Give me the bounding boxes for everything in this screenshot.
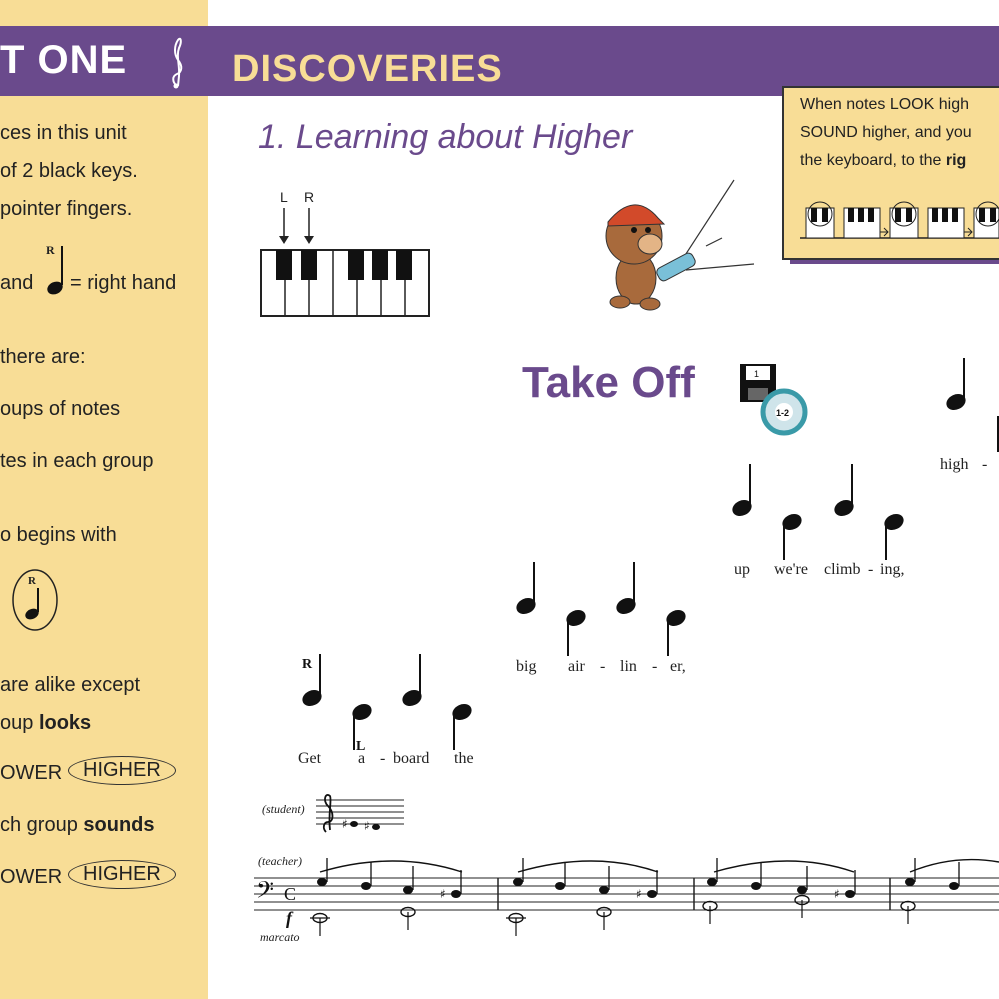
lyric: - <box>600 658 606 675</box>
note-box-line: the keyboard, to the rig <box>800 152 967 169</box>
lyric: ing, <box>880 561 905 578</box>
lyric: - <box>652 658 658 675</box>
lyric: board <box>393 750 430 767</box>
svg-text:L: L <box>280 189 288 205</box>
lyric: lin <box>620 658 637 675</box>
svg-text:R: R <box>304 189 315 205</box>
circled-note-icon <box>10 568 60 632</box>
higher-option-circled: HIGHER <box>68 756 176 785</box>
unit-title: T ONE <box>0 38 128 82</box>
bass-clef-icon: 𝄢 <box>256 876 275 909</box>
svg-text:♯: ♯ <box>636 887 642 901</box>
discoveries-title: DISCOVERIES <box>232 48 503 90</box>
note-box-line: SOUND higher, and you <box>800 124 972 141</box>
student-label: (student) <box>262 802 305 816</box>
sidebar-line: tes in each group <box>0 450 154 472</box>
svg-text:♯: ♯ <box>834 887 840 901</box>
sidebar-line: oup looks <box>0 712 92 734</box>
lyric: - <box>380 750 386 767</box>
treble-clef-icon <box>166 32 188 90</box>
sidebar-line: of 2 black keys. <box>0 160 138 182</box>
lyric: - <box>868 561 874 578</box>
student-staff <box>316 790 406 836</box>
mini-keyboard-strip <box>800 200 999 246</box>
svg-text:1: 1 <box>754 369 760 379</box>
teacher-label: (teacher) <box>258 854 302 868</box>
note-box-line: When notes LOOK high <box>800 96 969 113</box>
r-mark: R <box>46 243 55 257</box>
melody-notes <box>280 350 999 770</box>
sidebar-line: oups of notes <box>0 398 121 420</box>
dynamic-marking: f <box>286 908 292 928</box>
sidebar-line: = right hand <box>70 272 177 294</box>
svg-text:♯: ♯ <box>342 817 348 831</box>
sidebar-line: are alike except <box>0 674 141 696</box>
lower-option: OWER <box>0 866 63 888</box>
svg-text:C: C <box>284 884 297 904</box>
right-hand-note-icon <box>42 240 72 300</box>
lyric: big <box>516 658 537 675</box>
lyric: Get <box>298 750 322 767</box>
teacher-staff <box>254 848 999 940</box>
sidebar-line: ces in this unit <box>0 122 127 144</box>
svg-text:♯: ♯ <box>440 887 446 901</box>
svg-text:♯: ♯ <box>364 819 370 833</box>
higher-option-circled: HIGHER <box>68 860 176 889</box>
lower-option: OWER <box>0 762 63 784</box>
lyric: up <box>734 561 750 578</box>
lyric: air <box>568 658 585 675</box>
sidebar <box>0 0 208 999</box>
lyric: the <box>454 750 474 767</box>
lyric: climb <box>824 561 861 578</box>
marcato-marking: marcato <box>260 930 300 944</box>
svg-text:1-2: 1-2 <box>776 408 790 418</box>
svg-text:L: L <box>356 739 366 754</box>
lyric: a <box>358 750 366 767</box>
lyric: er, <box>670 658 686 675</box>
svg-text:R: R <box>28 575 36 587</box>
section-title: 1. Learning about Higher <box>258 118 633 156</box>
lyric: we're <box>774 561 808 578</box>
song-title: Take Off <box>522 358 695 407</box>
svg-text:R: R <box>302 657 313 672</box>
sidebar-line: there are: <box>0 346 86 368</box>
bear-flashlight-illustration <box>594 178 764 318</box>
keyboard-diagram <box>258 186 434 320</box>
lyric: - <box>982 456 988 473</box>
sidebar-line: and <box>0 272 34 294</box>
sidebar-line: ch group sounds <box>0 814 155 836</box>
lyric: high <box>940 456 969 473</box>
sidebar-line: o begins with <box>0 524 117 546</box>
sidebar-line: pointer fingers. <box>0 198 133 220</box>
